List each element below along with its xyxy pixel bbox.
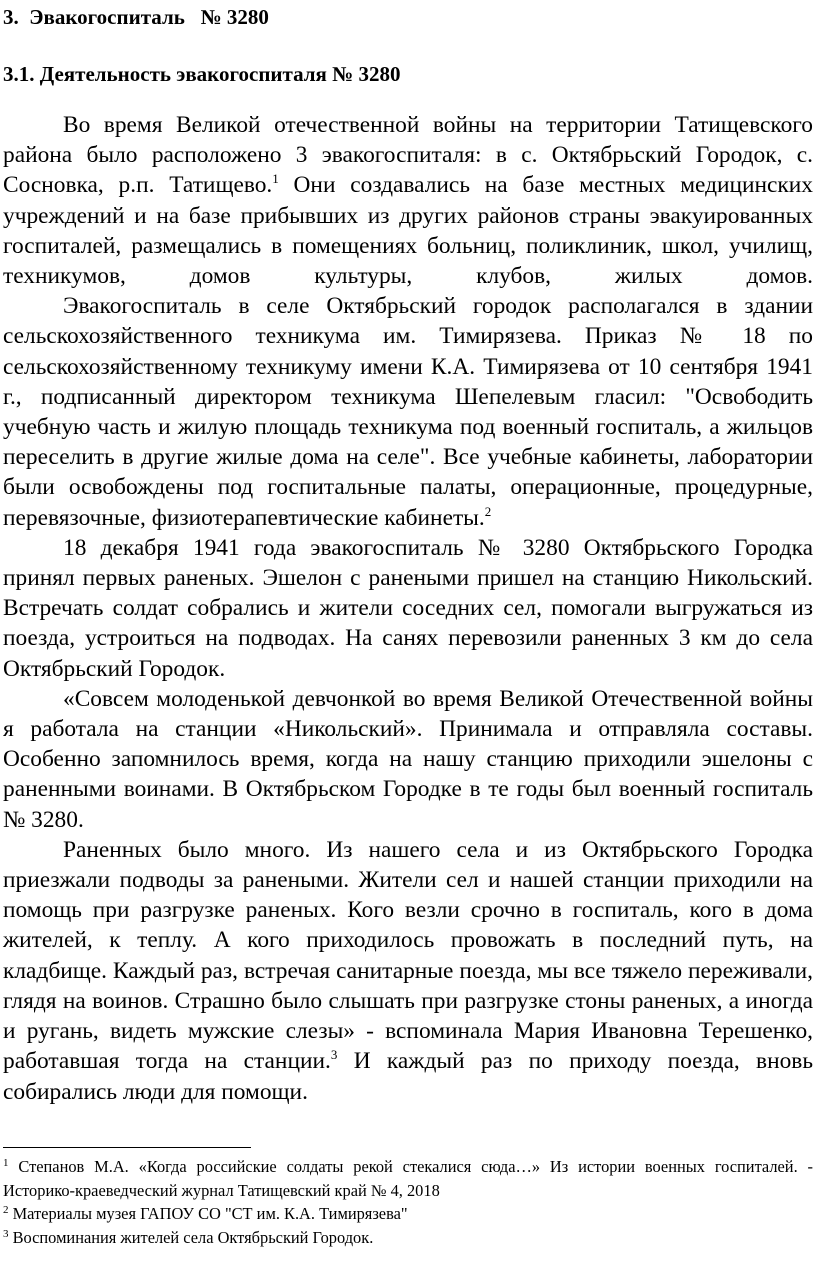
paragraph-2 xyxy=(3,291,813,533)
footnote-text: Воспоминания жителей села Октябрьский Городок. xyxy=(8,1227,374,1247)
paragraph-1 xyxy=(3,110,813,291)
paragraph-5 xyxy=(3,835,813,1107)
paragraph-text: Во время Великой отечественной войны на территории Татищевского района было расположено 3 эвакогоспиталя: в с. Октябрьский Городок, с. Сосновка, р.п. Татищево. xyxy=(3,112,813,199)
paragraph-text: Эвакогоспиталь в селе Октябрьский городок располагался в здании сельскохозяйственного техникума им. Тимирязева. Приказ № 18 по сельскохозяйственному техникуму имени К.А. Тимирязева от 10 сентября 1941 г., подписанный директором техникума Шепелевым гласил: "Освободить учебную часть и жилую площадь техникума под военный госпиталь, а жильцов переселить в другие жилые дома на селе". Все учебные кабинеты, лаборатории были освобождены под госпитальные палаты, операционные, процедурные, перевязочные, физиотерапевтические кабинеты. xyxy=(3,293,813,531)
footnote-mark: 2 xyxy=(3,1204,9,1216)
footnote-mark: 1 xyxy=(3,1157,9,1169)
paragraph-3 xyxy=(3,533,813,684)
footnote-3 xyxy=(3,1226,813,1250)
footnote-separator xyxy=(3,1147,251,1148)
paragraph-text: 18 декабря 1941 года эвакогоспиталь № 3280 Октябрьского Городка принял первых раненых. Эшелон с ранеными пришел на станцию Никольский. Встречать солдат собрались и жители соседних сел, помогали выгружаться из поезда, устроиться на подводах. На санях перевозили раненных 3 км до села Октябрьский Городок. xyxy=(3,534,813,682)
paragraph-text: Раненных было много. Из нашего села и из Октябрьского Городка приезжали подводы за ранеными. Жители сел и нашей станции приходили на помощь при разгрузке раненых. Кого везли срочно в госпиталь, кого в дома жителей, к теплу. А кого приходилось провожать в последний путь, на кладбище. Каждый раз, встречая санитарные поезда, мы все тяжело переживали, глядя на воинов. Страшно было слышать при разгрузке стоны раненых, а иногда и ругань, видеть мужские слезы» - вспоминала Мария Ивановна Терешенко, работавшая тогда на станции. xyxy=(3,836,813,1075)
section-number: 3. xyxy=(3,5,19,29)
footnote-1 xyxy=(3,1155,813,1202)
paragraph-text: Они создавались на базе местных медицинских учреждений и на базе прибывших из других районов страны эвакуированных госпиталей, размещались в помещениях больниц, поликлиник, школ, училищ, техникумов, домов культуры, клубов, жилых домов. xyxy=(3,172,813,290)
footnote-text: Степанов М.А. «Когда российские солдаты рекой стекалися сюда…» Из истории военных госпиталей. - Историко-краеведческий журнал Татищевский край № 4, 2018 xyxy=(3,1157,813,1200)
section-title: Эвакогоспиталь № 3280 xyxy=(29,5,269,29)
paragraph-text: «Совсем молоденькой девчонкой во время Великой Отечественной войны я работала на станции «Никольский». Принимала и отправляла составы. Особенно запомнилось время, когда на нашу станцию приходили эшелоны с раненными воинами. В Октябрьском Городке в те годы был военный госпиталь № 3280. xyxy=(3,685,813,833)
footnotes xyxy=(3,1155,813,1249)
footnote-ref-3[interactable]: 3 xyxy=(330,1047,338,1063)
footnote-text: Материалы музея ГАПОУ СО "СТ им. К.А. Тимирязева" xyxy=(8,1204,408,1223)
body-text xyxy=(3,110,813,1107)
subsection-heading: 3.1. Деятельность эвакогоспиталя № 3280 xyxy=(3,62,401,86)
footnote-ref-1[interactable]: 1 xyxy=(272,171,279,187)
footnote-ref-2[interactable]: 2 xyxy=(484,503,492,519)
footnote-2 xyxy=(3,1202,813,1226)
paragraph-text: И каждый раз по приходу поезда, вновь собирались люди для помощи. xyxy=(3,1048,814,1105)
footnote-mark: 3 xyxy=(3,1227,9,1240)
section-heading xyxy=(3,4,269,30)
paragraph-4 xyxy=(3,684,813,835)
